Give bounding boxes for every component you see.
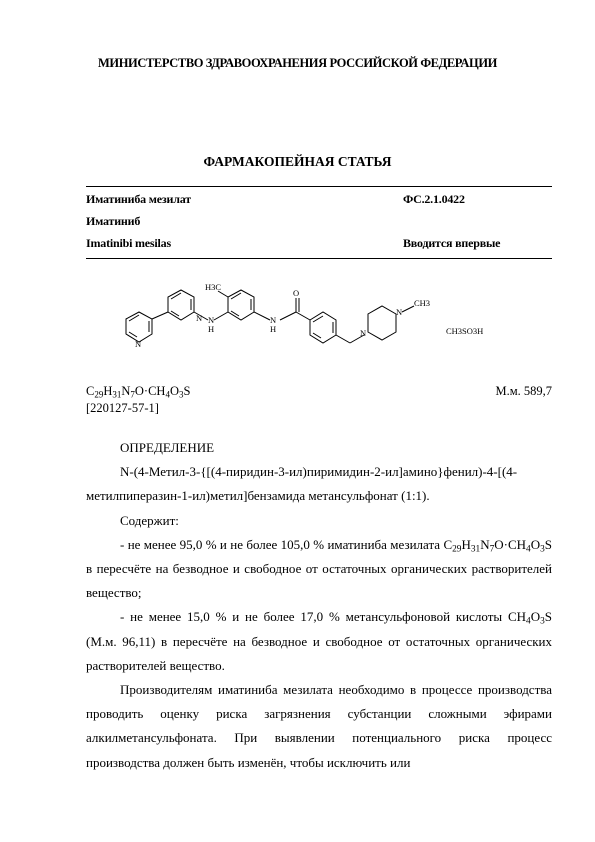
assay-item-2-text: - не менее 15,0 % и не более 17,0 % метансульфоновой кислоты [120, 609, 503, 625]
structural-formula [110, 284, 530, 374]
carbonyl-o-label: O [293, 288, 300, 298]
assay-item-1-formula: $C_{29}H_{31}N_7O\cdot CH_4O_3S$ [443, 536, 553, 555]
cas-number: [220127-57-1] [86, 401, 159, 415]
pyridine-ring [126, 312, 152, 342]
contains-heading: Содержит: [120, 512, 179, 528]
assay-item-2-formula: $CH_4O_3S$ [507, 609, 552, 627]
assay-item-1 [86, 533, 552, 606]
assay-item-1-text-end: в пересчёте на безводное и свободное от остаточных органических растворителей вещество; [86, 561, 552, 601]
piperazine-n-top-label: N [396, 307, 403, 317]
header-top-rule [86, 186, 552, 187]
amide-h-label: H [270, 324, 277, 334]
monograph-name-ru: Иматиниба мезилат [86, 192, 191, 206]
ministry-heading: МИНИСТЕРСТВО ЗДРАВООХРАНЕНИЯ РОССИЙСКОЙ ФЕДЕРАЦИИ [98, 56, 497, 70]
molecular-weight: М.м. 589,7 [495, 384, 552, 398]
monograph-code: ФС.2.1.0422 [403, 192, 465, 206]
monograph-body [86, 436, 552, 775]
assay-item-1-text: - не менее 95,0 % и не более 105,0 % иматиниба мезилата [120, 536, 441, 552]
toluene-ring [228, 290, 254, 320]
n-methyl-label: CH3 [414, 298, 431, 308]
piperazine-ring [368, 306, 396, 340]
methyl-label: H3C [205, 284, 222, 292]
manufacturer-paragraph: Производителям иматиниба мезилата необходимо в процессе производства проводить оценку риска загрязнения субстанции сложными эфирами алкилметансульфоната. При выявлении потенциального риска процесс производства должен быть изменён, чтобы исключить или [86, 682, 552, 770]
assay-item-2 [86, 605, 552, 678]
amide-n-label: N [270, 315, 277, 325]
molecular-formula: $C_{29}H_{31}N_7O\cdot CH_4O_3S$ [86, 384, 191, 400]
document-title: ФАРМАКОПЕЙНАЯ СТАТЬЯ [203, 154, 392, 169]
amine-n-label: N [208, 315, 215, 325]
chemical-name: N-(4-Метил-3-{[(4-пиридин-3-ил)пиримидин-2-ил]амино}фенил)-4-[(4-метилпиперазин-1-ил)метил]бензамида метансульфонат (1:1). [86, 464, 518, 504]
amine-h-label: H [208, 324, 215, 334]
pyridine-n-label: N [135, 339, 142, 349]
definition-heading: ОПРЕДЕЛЕНИЕ [120, 440, 215, 455]
assay-item-2-text-end: (М.м. 96,11) в пересчёте на безводное и свободное от остаточных органических растворителей вещество. [86, 633, 552, 673]
pyrimidine-n-label: N [196, 313, 203, 323]
piperazine-n-bottom-label: N [360, 328, 367, 338]
benzamide-ring [310, 312, 336, 343]
header-bottom-rule [86, 258, 552, 259]
monograph-inn-ru: Иматиниб [86, 214, 141, 228]
monograph-name-lat: Imatinibi mesilas [86, 236, 171, 250]
mesylate-label: CH3SO3H [446, 326, 484, 336]
pyrimidine-ring [168, 290, 194, 320]
monograph-status: Вводится впервые [403, 236, 501, 250]
